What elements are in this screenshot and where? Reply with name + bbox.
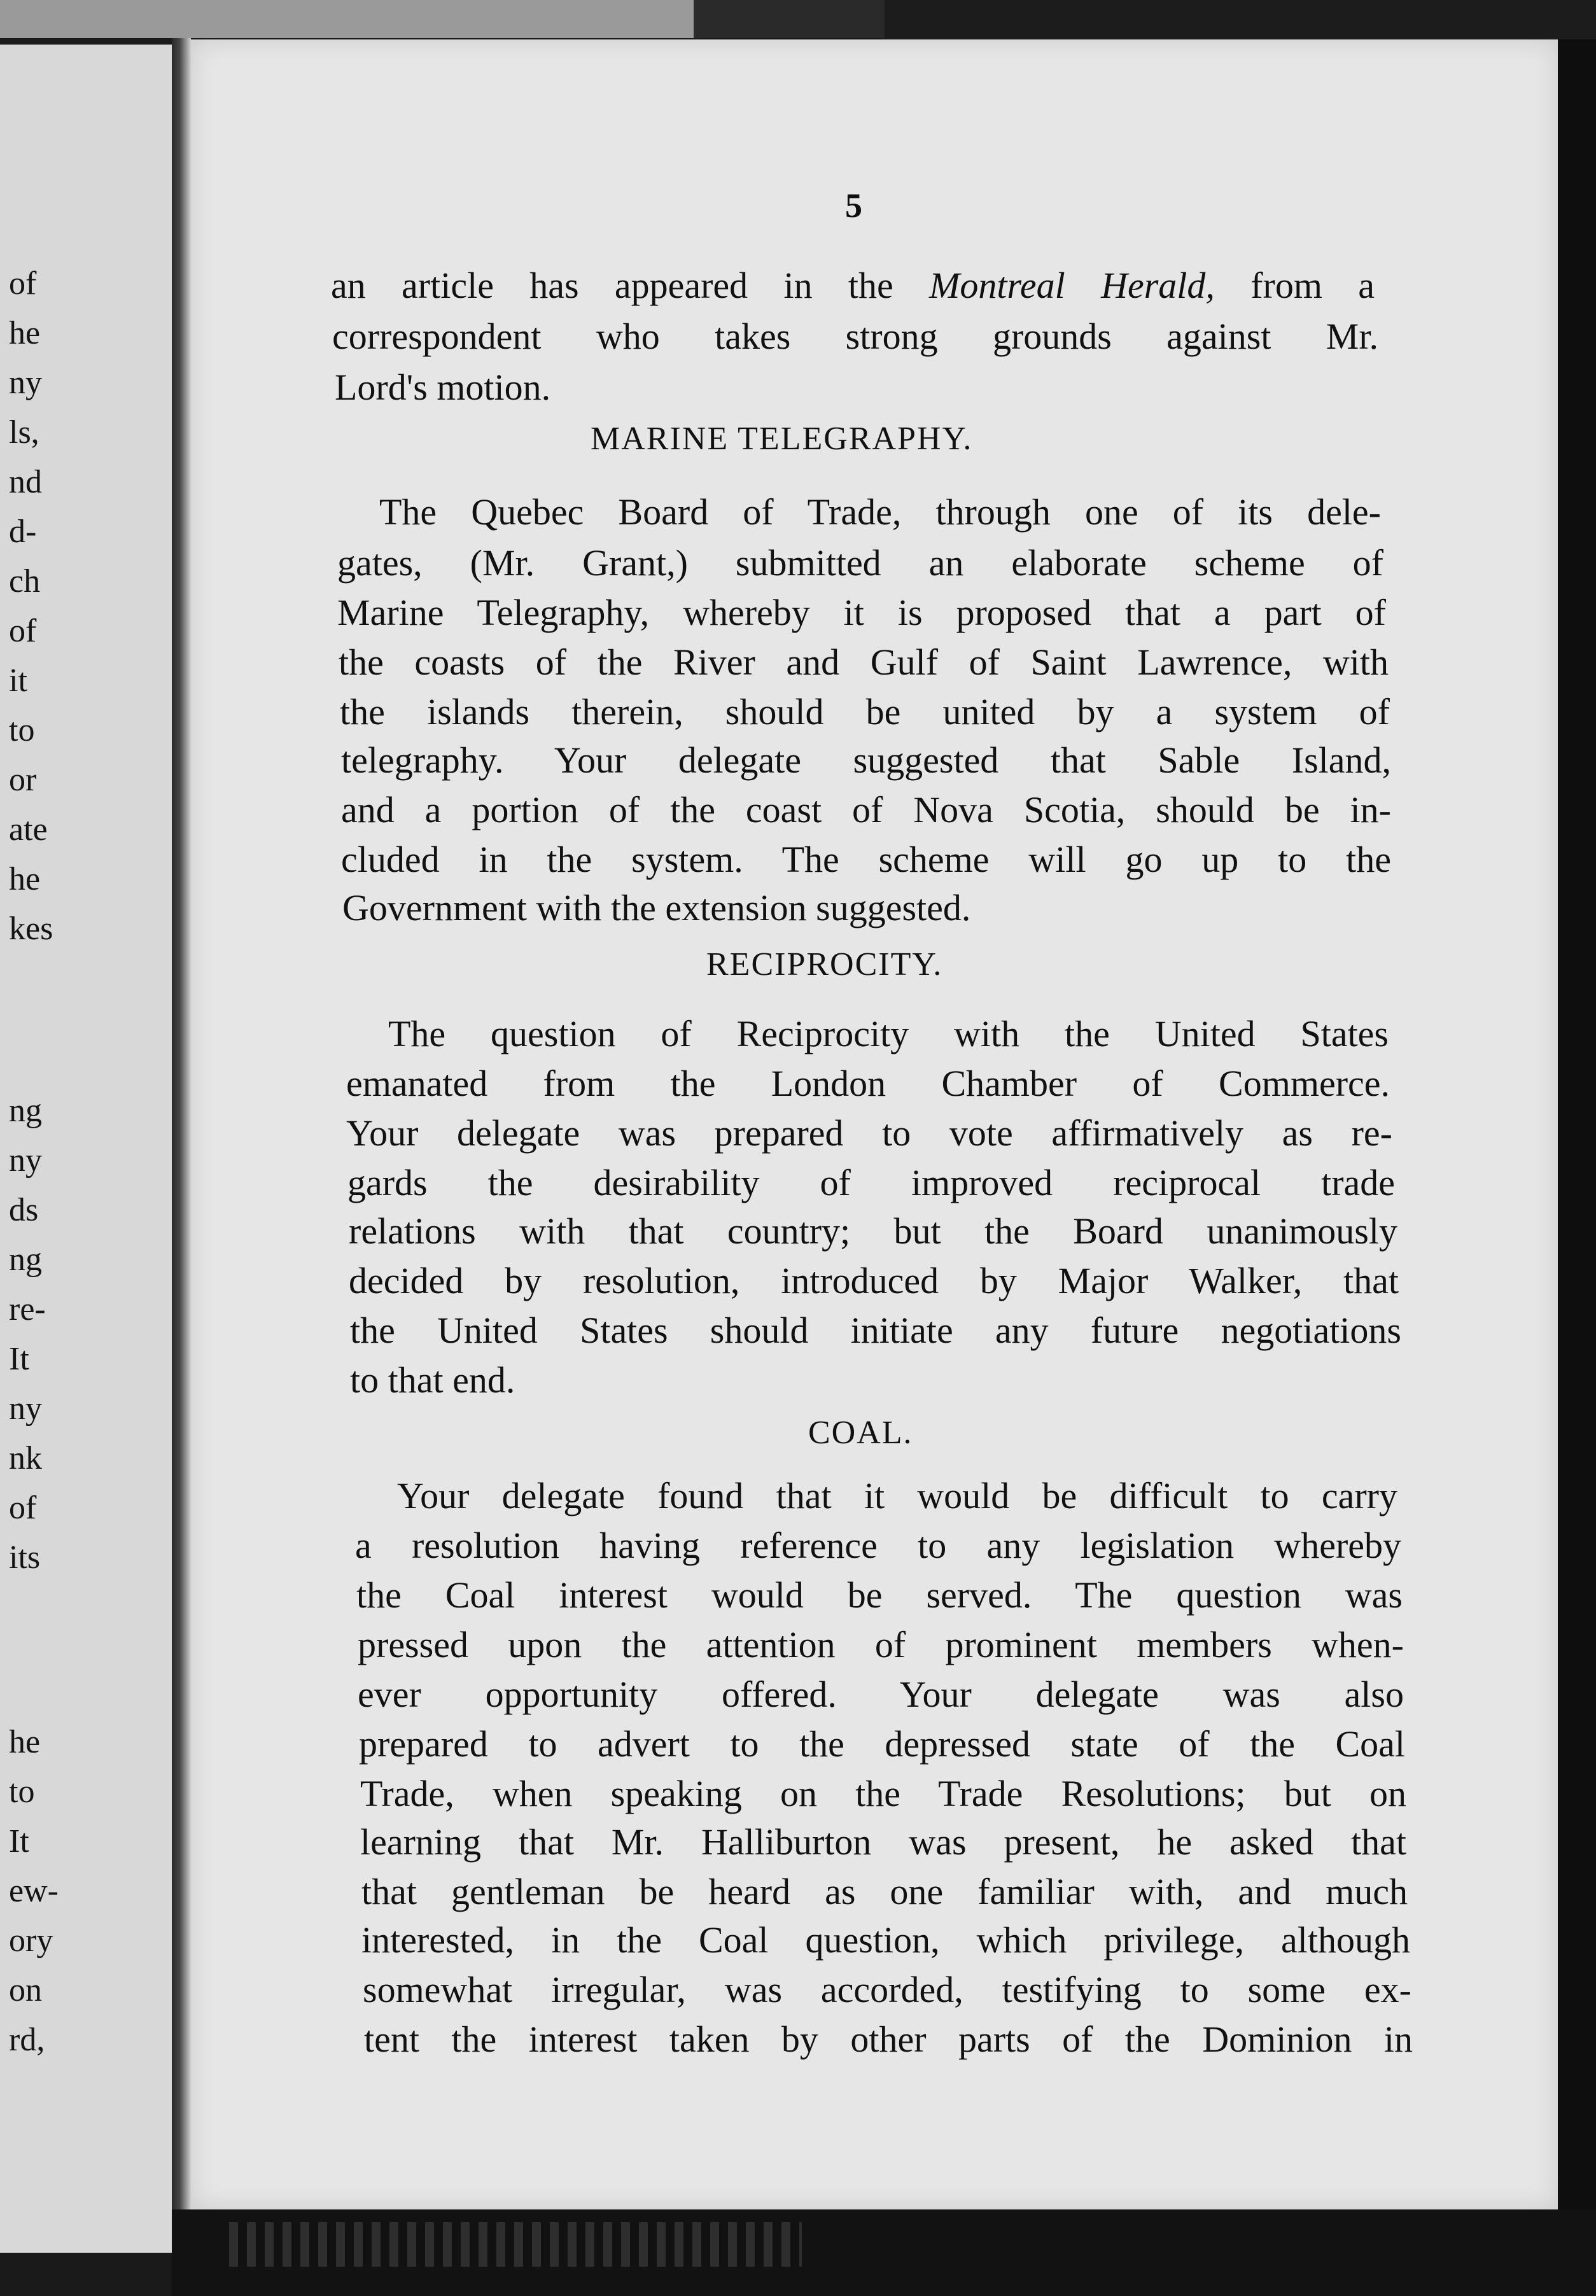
- section-heading-reciprocity: RECIPROCITY.: [706, 946, 943, 983]
- body-line: prepared to advert to the depressed state of the Coal: [359, 1723, 1405, 1765]
- left-fragment: of: [9, 1490, 37, 1526]
- body-line: tent the interest taken by other parts of the Dominion in: [364, 2019, 1413, 2060]
- left-fragment: ls,: [9, 414, 39, 451]
- left-fragment: ny: [9, 1142, 42, 1179]
- left-fragment: kes: [9, 911, 53, 947]
- left-fragment: its: [9, 1539, 41, 1576]
- left-fragment: d-: [9, 514, 37, 550]
- body-line: the coasts of the River and Gulf of Saint Lawrence, with: [339, 641, 1389, 683]
- left-fragment: ate: [9, 811, 48, 848]
- body-line: decided by resolution, introduced by Major Walker, that: [349, 1260, 1399, 1301]
- left-fragment: ch: [9, 563, 41, 599]
- body-line: Trade, when speaking on the Trade Resolutions; but on: [360, 1773, 1406, 1814]
- body-line: the Coal interest would be served. The question was: [356, 1574, 1403, 1616]
- body-line: Your delegate found that it would be difficult to carry: [397, 1475, 1397, 1516]
- body-line: emanated from the London Chamber of Commerce.: [346, 1063, 1390, 1104]
- left-fragment: he: [9, 1724, 41, 1760]
- left-fragment: or: [9, 762, 37, 798]
- body-line: and a portion of the coast of Nova Scotia, should be in-: [341, 789, 1391, 830]
- section-heading-coal: COAL.: [808, 1415, 913, 1451]
- left-fragment: it: [9, 662, 27, 699]
- body-line: relations with that country; but the Board unanimously: [349, 1210, 1397, 1252]
- left-fragment: he: [9, 315, 41, 351]
- left-fragment: of: [9, 613, 37, 649]
- body-line: the islands therein, should be united by a system of: [340, 691, 1390, 732]
- body-line: the United States should initiate any future negotiations: [350, 1310, 1401, 1351]
- body-line: Government with the extension suggested.: [342, 887, 971, 928]
- intro-line-3: Lord's motion.: [335, 367, 551, 408]
- left-fragment: ng: [9, 1242, 42, 1278]
- left-fragment: re-: [9, 1291, 46, 1327]
- intro-line-1: [331, 267, 1375, 304]
- body-line: gates, (Mr. Grant,) submitted an elaborate scheme of: [337, 542, 1383, 584]
- left-fragment: It: [9, 1341, 29, 1377]
- left-fragment: he: [9, 861, 41, 897]
- body-line: cluded in the system. The scheme will go up to the: [341, 839, 1391, 880]
- body-line: somewhat irregular, was accorded, testifying to some ex-: [363, 1969, 1411, 2010]
- body-line: Your delegate was prepared to vote affirmatively as re-: [346, 1112, 1392, 1154]
- scan-bottom-border: [172, 2209, 1596, 2296]
- left-fragment: ory: [9, 1922, 53, 1959]
- section-heading-marine-telegraphy: MARINE TELEGRAPHY.: [591, 421, 973, 457]
- intro-line-2: correspondent who takes strong grounds against Mr.: [332, 316, 1378, 357]
- left-fragment: ew-: [9, 1873, 59, 1909]
- body-line: The Quebec Board of Trade, through one of its dele-: [379, 491, 1381, 533]
- newspaper-title: Montreal Herald,: [929, 265, 1215, 306]
- intro-text: from a: [1250, 265, 1375, 306]
- left-facing-page: [0, 45, 172, 2253]
- scan-bottom-strip: [229, 2222, 802, 2267]
- left-fragment: ds: [9, 1192, 39, 1228]
- left-fragment: to: [9, 1774, 35, 1810]
- page-number: 5: [845, 186, 862, 225]
- body-line: that gentleman be heard as one familiar with, and much: [361, 1871, 1408, 1912]
- body-line: to that end.: [350, 1359, 515, 1401]
- left-fragment: nk: [9, 1440, 42, 1476]
- body-line: The question of Reciprocity with the United States: [388, 1013, 1389, 1054]
- body-line: interested, in the Coal question, which privilege, although: [361, 1919, 1410, 1961]
- left-fragment: on: [9, 1972, 42, 2008]
- scan-right-border: [1558, 39, 1596, 2253]
- scan-top-tab: [694, 0, 885, 38]
- book-spine: [172, 38, 191, 2253]
- body-line: pressed upon the attention of prominent members when-: [358, 1624, 1404, 1665]
- left-fragment: ny: [9, 365, 42, 401]
- body-line: telegraphy. Your delegate suggested that Sable Island,: [341, 739, 1391, 781]
- intro-text: an article has appeared in the: [331, 265, 893, 306]
- left-fragment: It: [9, 1823, 29, 1859]
- body-line: learning that Mr. Halliburton was present, he asked that: [360, 1821, 1406, 1863]
- body-line: a resolution having reference to any legislation whereby: [355, 1525, 1401, 1566]
- left-fragment: ny: [9, 1390, 42, 1427]
- left-fragment: rd,: [9, 2022, 45, 2058]
- body-line: Marine Telegraphy, whereby it is proposed that a part of: [337, 592, 1386, 633]
- left-fragment: ng: [9, 1093, 42, 1129]
- body-line: ever opportunity offered. Your delegate was also: [358, 1674, 1404, 1715]
- body-line: gards the desirability of improved reciprocal trade: [347, 1162, 1395, 1203]
- left-fragment: to: [9, 712, 35, 748]
- left-fragment: nd: [9, 464, 42, 500]
- left-fragment: of: [9, 265, 37, 302]
- scan-top-strip: [0, 0, 694, 38]
